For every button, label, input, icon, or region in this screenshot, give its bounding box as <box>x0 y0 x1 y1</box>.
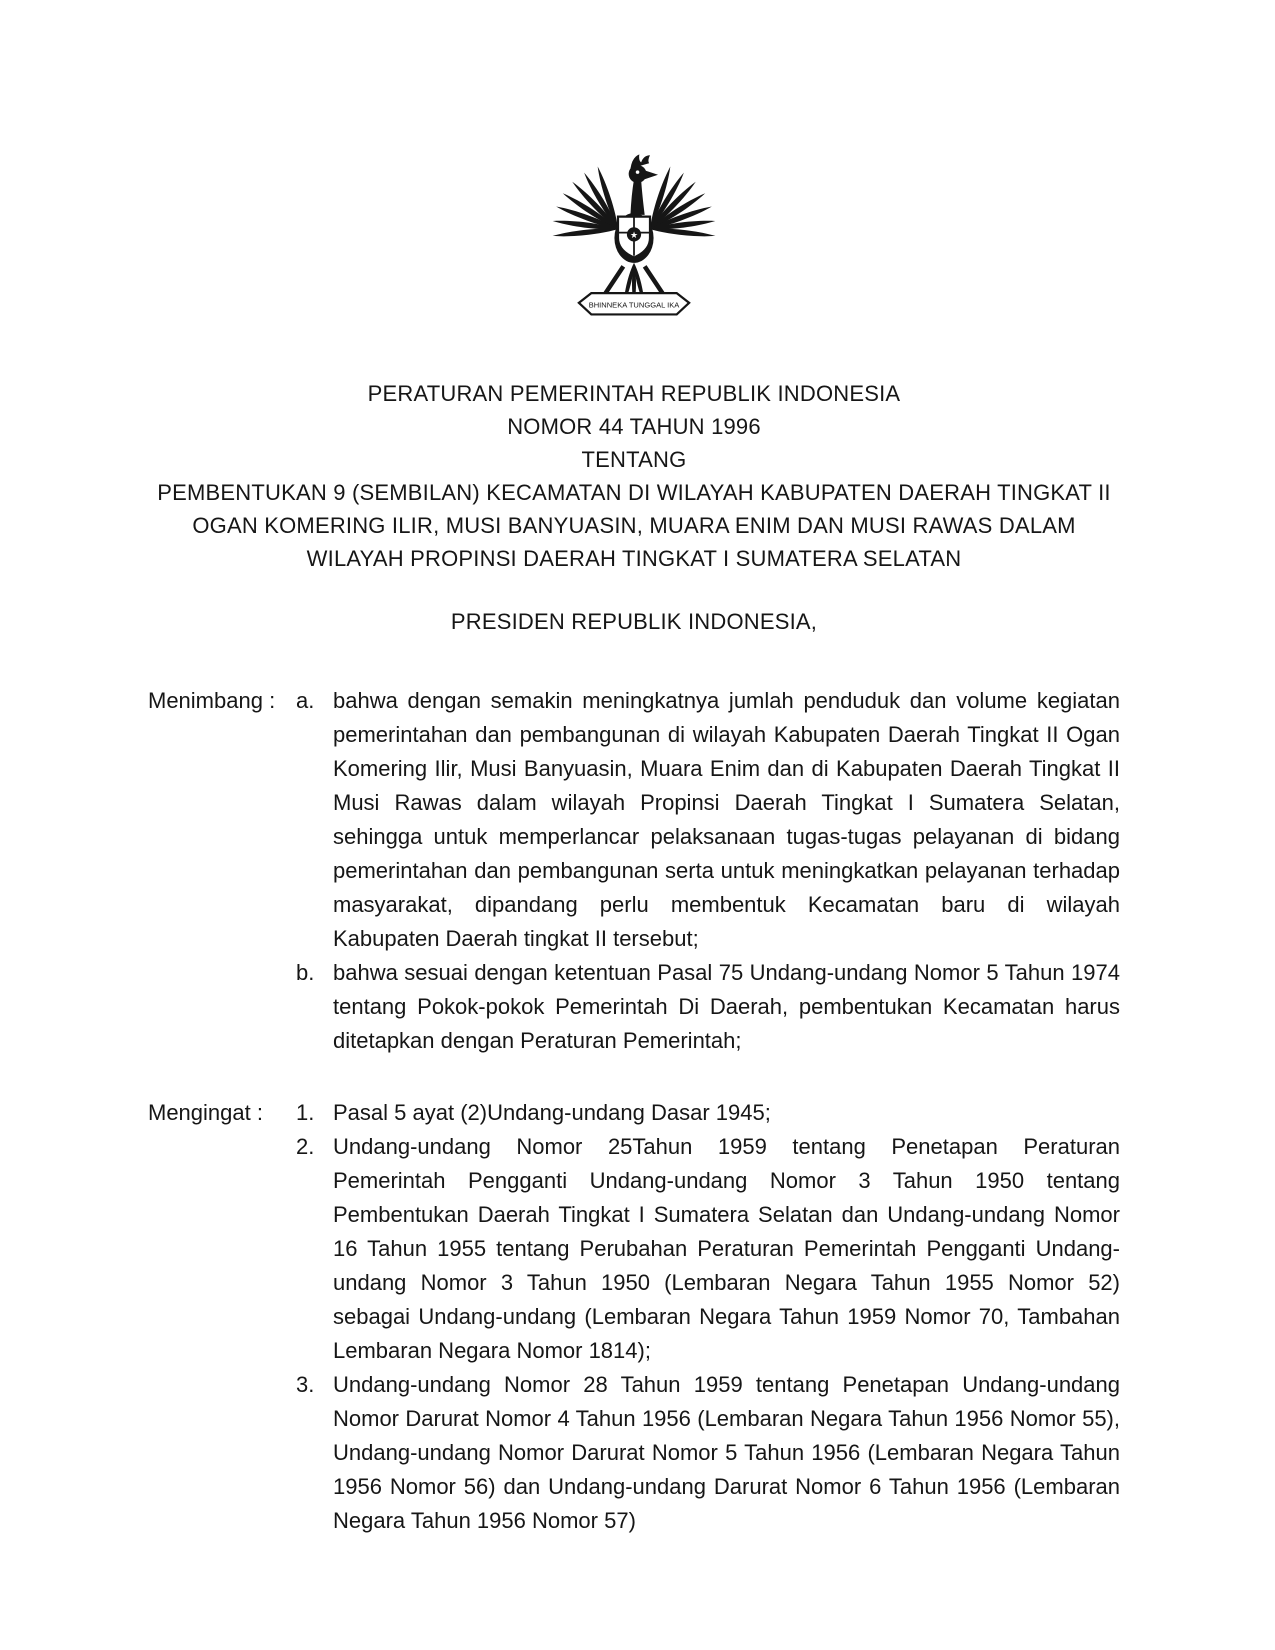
item-marker: a. <box>296 688 315 713</box>
item-marker: b. <box>296 960 315 985</box>
title-line-4: PEMBENTUKAN 9 (SEMBILAN) KECAMATAN DI WILAYAH KABUPATEN DAERAH TINGKAT II <box>157 480 1111 505</box>
mengingat-item-2 <box>296 1130 1120 1368</box>
mengingat-item-1 <box>296 1096 1120 1130</box>
title-line-6: WILAYAH PROPINSI DAERAH TINGKAT I SUMATERA SELATAN <box>306 546 962 571</box>
issuer-line: PRESIDEN REPUBLIK INDONESIA, <box>450 609 818 634</box>
document-title-block <box>148 377 1120 575</box>
menimbang-items <box>296 684 1120 1058</box>
emblem-container <box>148 133 1120 347</box>
item-marker: 3. <box>296 1372 315 1397</box>
menimbang-label: Menimbang : <box>148 688 276 713</box>
mengingat-section <box>148 1096 1120 1538</box>
svg-text:★: ★ <box>630 229 638 240</box>
motto-ribbon <box>579 293 689 314</box>
item-text: bahwa dengan semakin meningkatnya jumlah penduduk dan volume kegiatan pemerintahan dan pembangunan di wilayah Kabupaten Daerah Tingkat II Ogan Komering Ilir, Musi Banyuasin, Muara Enim dan di Kabupaten Daerah Tingkat II Musi Rawas dalam wilayah Propinsi Daerah Tingkat I Sumatera Selatan, sehingga untuk memperlancar pelaksanaan tugas-tugas pelayanan di bidang pemerintahan dan pembangunan serta untuk meningkatkan pelayanan terhadap masyarakat, dipandang perlu membentuk Kecamatan baru di wilayah Kabupaten Daerah tingkat II tersebut; <box>333 688 1120 951</box>
item-marker: 1. <box>296 1100 315 1125</box>
title-line-2: NOMOR 44 TAHUN 1996 <box>507 414 761 439</box>
pancasila-shield-icon <box>618 217 650 258</box>
mengingat-item-3 <box>296 1368 1120 1538</box>
title-line-3: TENTANG <box>581 447 687 472</box>
menimbang-item-a <box>296 684 1120 956</box>
menimbang-section <box>148 684 1120 1058</box>
garuda-pancasila-icon <box>545 133 723 342</box>
item-text: Undang-undang Nomor 25Tahun 1959 tentang Penetapan Peraturan Pemerintah Pengganti Undang-undang Nomor 3 Tahun 1950 tentang Pembentukan Daerah Tingkat I Sumatera Selatan dan Undang-undang Nomor 16 Tahun 1955 tentang Perubahan Peraturan Pemerintah Pengganti Undang-undang Nomor 3 Tahun 1950 (Lembaran Negara Tahun 1955 Nomor 52) sebagai Undang-undang (Lembaran Negara Tahun 1959 Nomor 70, Tambahan Lembaran Negara Nomor 1814); <box>333 1134 1120 1363</box>
mengingat-items <box>296 1096 1120 1538</box>
item-text: bahwa sesuai dengan ketentuan Pasal 75 Undang-undang Nomor 5 Tahun 1974 tentang Pokok-pokok Pemerintah Di Daerah, pembentukan Kecamatan harus ditetapkan dengan Peraturan Pemerintah; <box>333 960 1120 1053</box>
title-line-5: OGAN KOMERING ILIR, MUSI BANYUASIN, MUARA ENIM DAN MUSI RAWAS DALAM <box>192 513 1076 538</box>
item-text: Undang-undang Nomor 28 Tahun 1959 tentang Penetapan Undang-undang Nomor Darurat Nomor 4 Tahun 1956 (Lembaran Negara Tahun 1956 Nomor 55), Undang-undang Nomor Darurat Nomor 5 Tahun 1956 (Lembaran Negara Tahun 1956 Nomor 56) dan Undang-undang Darurat Nomor 6 Tahun 1956 (Lembaran Negara Tahun 1956 Nomor 57) <box>333 1372 1120 1533</box>
mengingat-label: Mengingat : <box>148 1100 263 1125</box>
menimbang-item-b <box>296 956 1120 1058</box>
item-text: Pasal 5 ayat (2)Undang-undang Dasar 1945; <box>333 1100 771 1125</box>
motto-text: BHINNEKA TUNGGAL IKA <box>588 300 680 310</box>
item-marker: 2. <box>296 1134 315 1159</box>
title-line-1: PERATURAN PEMERINTAH REPUBLIK INDONESIA <box>367 381 901 406</box>
